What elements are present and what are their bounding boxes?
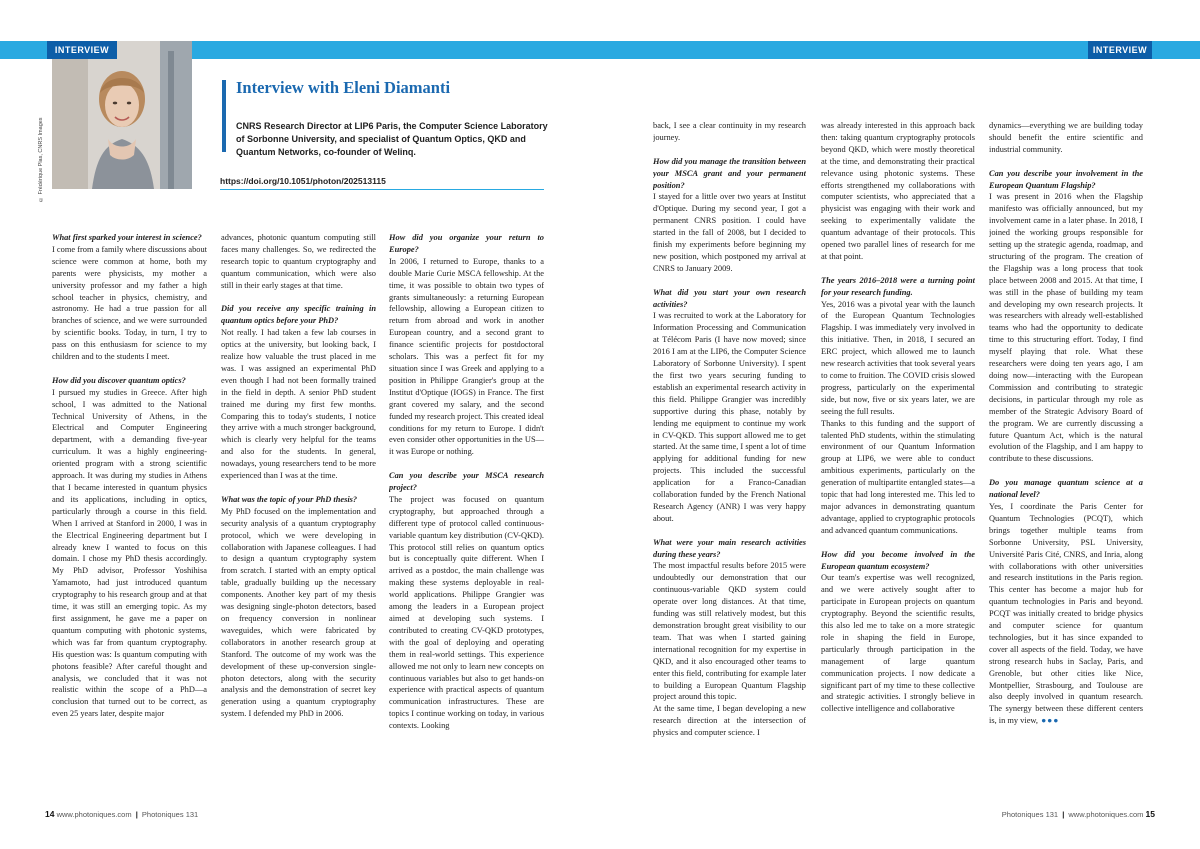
paragraph-gap [221,292,376,304]
doi-divider [220,189,544,190]
interview-answer: Thanks to this funding and the support of talented PhD students, within the stimulating environment of our Quantum Information group at LIP6, we were able to conduct ambitious experiments, particularly on the generation of multipartite entangled states—a topic that had long interested me. This led to major advances in demonstrating quantum advantage, applied to cryptographic protocols and advanced quantum communications. [821,418,975,535]
interview-answer: In 2006, I returned to Europe, thanks to a double Marie Curie MSCA fellowship. At the time, it was possible to obtain two types of grants simultaneously: a returning European fellowship, allowing a European citizen to return from abroad and work in another European country, and a second grant to finance scientific projects for postdoctoral scholars. This was a perfect fit for my situation since I was Greek and applying to a position in Philippe Grangier's group at the Institut d'Optique (IOGS) in France. The first grant covered my salary, and the second funded my research project. This created ideal conditions for my return to Europe. I didn't even consider other opportunities in the US—it was Europe or nothing. [389,256,544,457]
left-page-number: 14 [45,809,55,819]
paragraph-gap [821,537,975,549]
interview-answer: back, I see a clear continuity in my research journey. [653,121,806,142]
paragraph-gap [653,275,806,287]
interview-answer: advances, photonic quantum computing still faces many challenges. So, we redirected the research topic to quantum cryptography and quantum communication, which were also still in their early stages at that time. [221,233,376,290]
interview-answer: was already interested in this approach back then: taking quantum cryptography protocols beyond QKD, which were mostly theoretical at the time, and demonstrating their practical relevance using photonic systems. These efforts strengthened my collaborations with computer scientists, who appreciated that a physicist was engaging with their work and seeking to experimentally validate the quantum advantage of their protocols. This opened two parallel lines of research for me at that point. [821,121,975,261]
article-title: Interview with Eleni Diamanti [236,78,451,97]
interview-answer: The most impactful results before 2015 were undoubtedly our demonstration that our continuous-variable QKD system could operate over long distances. At that time, funding was still relatively modest, but this demonstration brought great visibility to our team. That was when I started gaining international recognition for my expertise in QKD, and it also encouraged other teams to enter this field, contributing for example later to building a European Quantum Flagship project around this topic. [653,561,806,702]
interview-answer: I was recruited to work at the Laboratory for Information Processing and Communication at Télécom Paris (I have now moved; since 2016 I am at the LIP6, the Computer Science Laboratory of Sorbonne University). I spent the first two years securing funding to establish an experimental research activity in this field. Philippe Grangier was incredibly supportive during this phase, notably by lending me equipment to continue my work in CV-QKD. This support allowed me to get started. At the same time, I spent a lot of time applying for additional funding for new projects. This included the successful application for a Franco-Canadian collaboration funded by the French National Research Agency (ANR) I was very happy about. [653,311,806,523]
interview-answer: The project was focused on quantum cryptography, but approached through a different type of protocol called continuous-variable quantum key distribution (CV-QKD). This protocol still relies on quantum optics but is conceptually quite different. When I arrived as a postdoc, the main challenge was making these systems deployable in real-world applications. Philippe Grangier was among the leaders in a European project aimed at developing such systems. I contributed to creating CV-QKD prototypes, with the goal of deploying and operating them in real-world settings. This experience allowed me not only to learn new concepts on continuous variables but also to get hands-on experience with practical aspects of quantum communication infrastructures. These are topics I continue working on today, in various contexts. Looking [389,494,544,731]
interview-answer: Not really. I had taken a few lab courses in optics at the university, but looking back, I realize how valuable the trust placed in me was. I was assigned an experimental PhD even though I had not been formally trained in the field in depth. A senior PhD student trained me during my first few months. Comparing this to today's students, I notice they arrive with a much stronger background, which is clearly very helpful for the teams and also for the students. In general, nowadays, young researchers tend to be more experienced than I was at the time. [221,328,376,481]
interview-question: Did you receive any specific training in quantum optics before your PhD? [221,304,376,326]
right-page [600,0,1200,849]
interview-answer: At the same time, I began developing a new research direction at the intersection of physics and computer science. I [653,704,806,738]
footer-separator: | [1062,810,1065,819]
text-column-5 [821,120,975,810]
interview-question: What did you start your own research activities? [653,287,806,309]
interview-question: What was the topic of your PhD thesis? [221,494,358,504]
text-column-3 [389,232,544,792]
interview-question: Can you describe your MSCA research project? [389,471,544,493]
interview-question: How did you discover quantum optics? [52,375,186,385]
doi-link[interactable]: https://doi.org/10.1051/photon/202513115 [220,176,386,186]
portrait-photo [52,41,192,189]
text-column-6 [989,120,1143,810]
interview-question: How did you manage the transition between your MSCA grant and your permanent position? [653,156,806,190]
paragraph-gap [389,458,544,470]
left-footer [45,809,198,819]
paragraph-gap [821,263,975,275]
interview-answer: dynamics—everything we are building today should benefit the entire scientific and industrial community. [989,121,1143,154]
interview-answer: My PhD focused on the implementation and security analysis of a quantum cryptography protocol, which we were developing in collaboration with Japanese colleagues. I had to design a quantum cryptography system from scratch. I started with an empty optical table, gradually building up the necessary components. Another key part of my thesis was designing single-photon detectors, based on frequency conversion in nonlinear waveguides, which were fabricated by collaborators in another research group at Stanford. The outcome of my work was the development of these up-conversion single-photon detectors, along with the security analysis and the demonstration of secret key generation using a quantum cryptography system. I defended my PhD in 2006. [221,506,376,719]
interview-question: How did you organize your return to Europe? [389,233,544,254]
interview-answer: I was present in 2016 when the Flagship manifesto was officially announced, but my involvement came in a later phase. In 2018, I joined the working groups responsible for setting up the strategic agenda, roadmap, and structuring of the program. The creation of the Flagship was a long process that took place between 2008 and 2015. At that time, I was still in the phase of building my team and developing my own research projects. It was researchers with already well-established teams who had the opportunity to dedicate time to this structuring effort. Today, I find myself playing that role. What these researchers were doing ten years ago, I am doing now—interacting with the European Commission and contributing to strategic decisions, in particular through my role as member of the Strategic Advisory Board of the program. We are currently discussing a future Quantum Act, which is the natural evolution of the Flagship, and I am happy to contribute to these discussions. [989,192,1143,464]
interview-question: How did you become involved in the European quantum ecosystem? [821,549,975,571]
interview-answer: I come from a family where discussions about science were common at home, both my parents were physicists, my mother a university professor and my father a high school teacher in physics, chemistry, and astronomy. He had a true passion for all branches of science, and we were surrounded by scientific books. Today, in turn, I try to pass on this enthusiasm for science to my children and to the students I meet. [52,244,207,362]
interview-answer: Yes, I coordinate the Paris Center for Quantum Technologies (PCQT), which brings together multiple teams from Sorbonne University, PSL University, Université Paris Cité, CNRS, and Inria, along with collaborations with other universities and research institutions in the Paris region. This center has become a major hub for quantum technologies in Paris and beyond. PCQT was initially created to bridge physics and computer science for quantum technologies, but it has since expanded to cover all aspects of the field. Today, we have strong research hubs in Saclay, Paris, and Grenoble, but other cities like Nice, Montpellier, Strasbourg, and Toulouse are also deeply involved in quantum research. The synergy between these different centers is, in my view, ●●● [989,501,1143,726]
paragraph-gap [989,156,1143,168]
paragraph-gap [52,363,207,375]
section-tag: INTERVIEW [1088,41,1152,59]
interview-question: What first sparked your interest in science? [52,233,202,242]
text-column-1 [52,232,207,792]
text-column-2 [221,232,376,792]
paragraph-gap [221,482,376,494]
interview-answer: Yes, 2016 was a pivotal year with the launch of the European Quantum Technologies Flagship. I was immediately very involved in this initiative. Then, in 2018, I secured an ERC project, which allowed me to launch new research activities that took several years to come to fruition. The COVID crisis slowed progress, particularly on the experimental side, but now, five or six years later, we are seeing the full results. [821,299,975,416]
paragraph-gap [653,525,806,537]
interview-question: Can you describe your involvement in the European Quantum Flagship? [989,168,1143,190]
title-accent-bar [222,80,226,152]
interview-answer: I stayed for a little over two years at Institut d'Optique. During my second year, I got a permanent CNRS position. I could have started in the fall of 2008, but I decided to finish my experiments before beginning my new position, which postponed my arrival at CNRS to January 2009. [653,192,806,273]
paragraph-gap [989,465,1143,477]
continued-marker: ●●● [1038,716,1060,726]
left-footer-site[interactable]: www.photoniques.com [56,810,132,819]
photo-credit: © Frédérique Plas, CNRS Images [38,117,44,202]
interview-question: What were your main research activities during these years? [653,537,806,559]
article-subtitle: CNRS Research Director at LIP6 Paris, the Computer Science Laboratory of Sorbonne University, and specialist of Quantum Optics, QKD and Quantum Networks, co-founder of Welinq. [236,121,548,157]
right-footer-issue: Photoniques 131 [1001,810,1059,819]
right-page-number: 15 [1145,809,1155,819]
footer-separator: | [135,810,138,819]
interview-answer: I pursued my studies in Greece. After high school, I was admitted to the National Technical University of Athens, in the Electrical and Computer Engineering department, with a demanding five-year curriculum. It was a highly engineering-oriented program with a strong scientific approach. It was during my studies in Athens that I became interested in quantum physics and its applications, including in optics, particularly through a course in this field. When I arrived at Stanford in 2000, I was in the Electrical Engineering department but I already knew I wanted to focus on this domain. I chose my PhD thesis accordingly. My PhD advisor, Professor Yoshihisa Yamamoto, had just introduced quantum cryptography to his research group and at that time, it was still an emerging topic. As my first assignment, he gave me a paper on quantum computing with photonic systems, which was far from quantum cryptography. His question was: Is quantum computing with photons feasible? After careful thought and analysis, we concluded that it was not realistic within the scope of a PhD—a conclusion that turned out to be correct, as even 25 years later, despite major [52,387,207,719]
interview-question: The years 2016–2018 were a turning point for your research funding. [821,275,975,297]
right-footer [1002,809,1155,819]
text-column-4 [653,120,806,810]
interview-question: Do you manage quantum science at a national level? [989,478,1143,500]
left-footer-issue: Photoniques 131 [141,810,199,819]
paragraph-gap [653,144,806,156]
section-tag: INTERVIEW [47,41,117,59]
interview-answer: Our team's expertise was well recognized, and we were actively sought after to participate in European projects on quantum cryptography. Beyond the scientific results, this also led me to take on a more strategic role in shaping the field in Europe, particularly through participation in the management of large quantum communication projects. I now dedicate a significant part of my time to these collective and strategic activities. I strongly believe in collective intelligence and collaborative [821,573,975,714]
right-footer-site[interactable]: www.photoniques.com [1068,810,1144,819]
